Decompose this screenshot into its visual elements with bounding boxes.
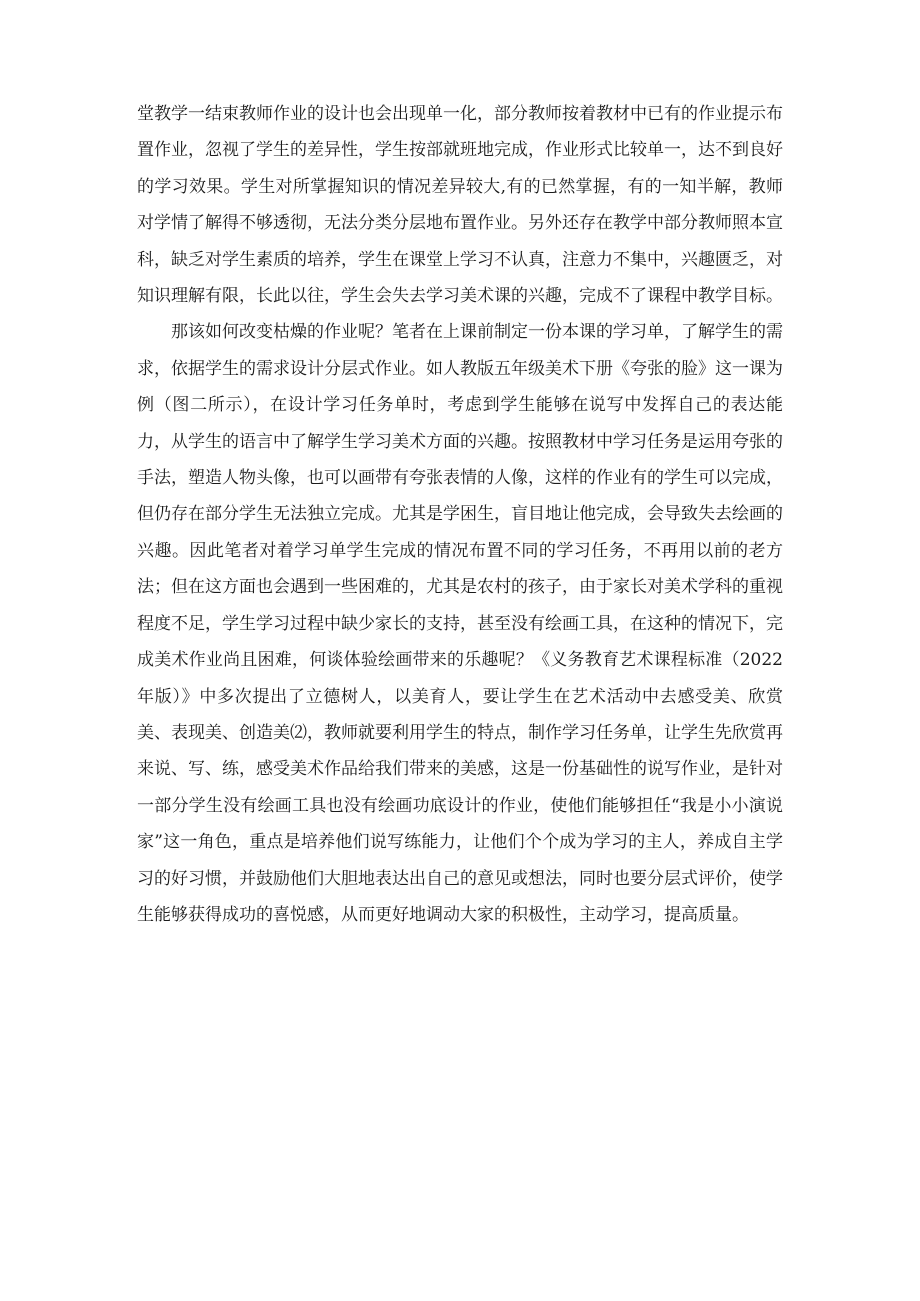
paragraph-homework-design: 那该如何改变枯燥的作业呢？笔者在上课前制定一份本课的学习单，了解学生的需求，依据学生的需求设计分层式作业。如人教版五年级美术下册《夸张的脸》这一课为例（图二所示），在设计学习任务单时，考虑到学生能够在说写中发挥自己的表达能力，从学生的语言中了解学生学习美术方面的兴趣。按照教材中学习任务是运用夸张的手法，塑造人物头像，也可以画带有夸张表情的人像，这样的作业有的学生可以完成，但仍存在部分学生无法独立完成。尤其是学困生，盲目地让他完成，会导致失去绘画的兴趣。因此笔者对着学习单学生完成的情况布置不同的学习任务，不再用以前的老方法；但在这方面也会遇到一些困难的，尤其是农村的孩子，由于家长对美术学科的重视程度不足，学生学习过程中缺少家长的支持，甚至没有绘画工具，在这种的情况下，完成美术作业尚且困难，何谈体验绘画带来的乐趣呢？《义务教育艺术课程标准（2022年版）》中多次提出了立德树人，以美育人，要让学生在艺术活动中去感受美、欣赏美、表现美、创造美⑵，教师就要利用学生的特点，制作学习任务单，让学生先欣赏再来说、写、练，感受美术作品给我们带来的美感，这是一份基础性的说写作业，是针对一部分学生没有绘画工具也没有绘画功底设计的作业，使他们能够担任“我是小小演说家”这一角色，重点是培养他们说写练能力，让他们个个成为学习的主人，养成自主学习的好习惯，并鼓励他们大胆地表达出自己的意见或想法，同时也要分层式评价，使学生能够获得成功的喜悦感，从而更好地调动大家的积极性，主动学习，提高质量。: [137, 322, 783, 925]
paragraph-continued: 堂教学一结束教师作业的设计也会出现单一化，部分教师按着教材中已有的作业提示布置作业，忽视了学生的差异性，学生按部就班地完成，作业形式比较单一，达不到良好的学习效果。学生对所掌握知识的情况差异较大,有的已然掌握，有的一知半解，教师对学情了解得不够透彻，无法分类分层地布置作业。另外还存在教学中部分教师照本宣科，缺乏对学生素质的培养，学生在课堂上学习不认真，注意力不集中，兴趣匮乏，对知识理解有限，长此以往，学生会失去学习美术课的兴趣，完成不了课程中教学目标。: [137, 104, 783, 307]
body-text: [137, 96, 783, 933]
